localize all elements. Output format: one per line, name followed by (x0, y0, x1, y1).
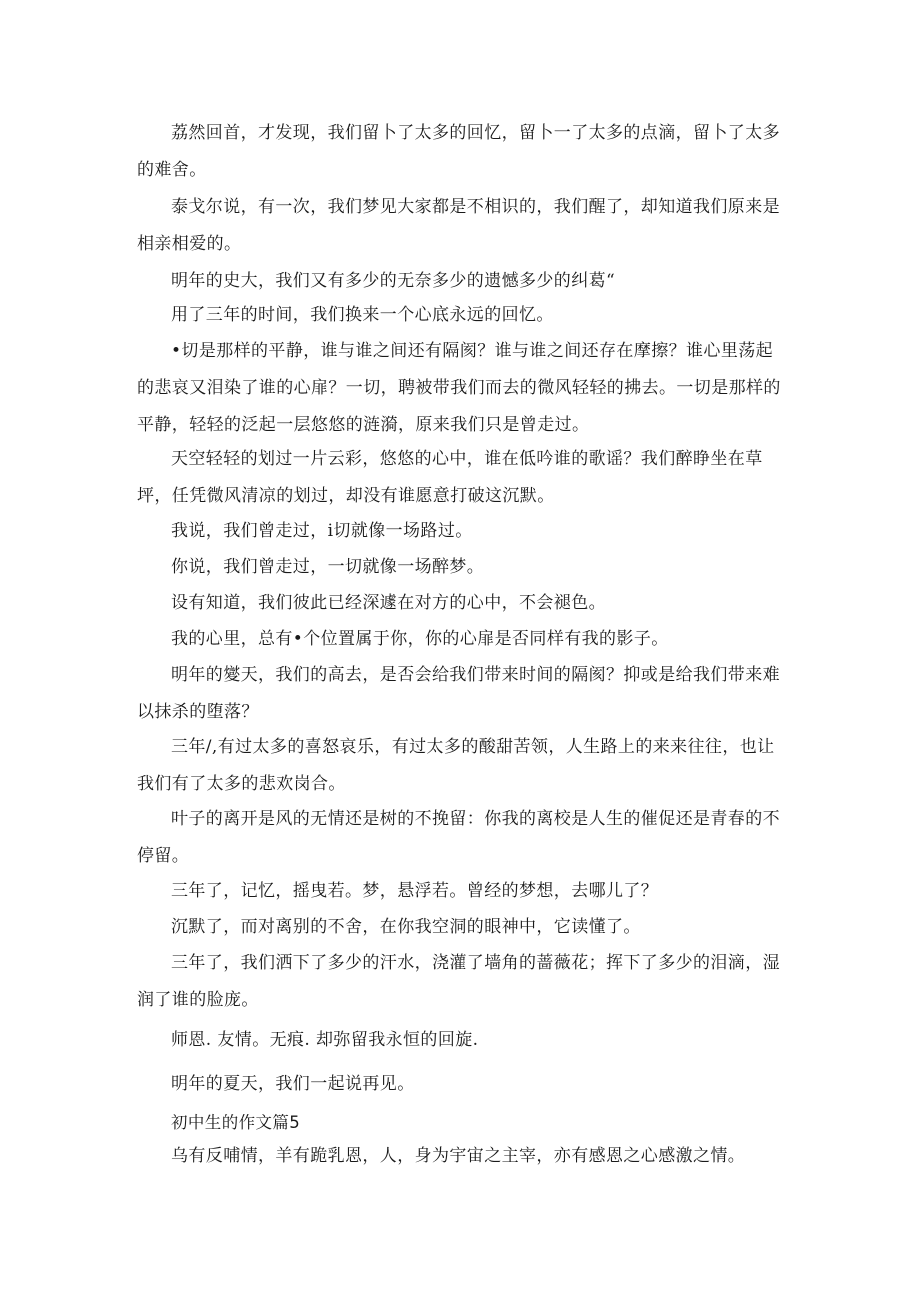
paragraph-2: 泰戈尔说，有一次，我们梦见大家都是不相识的，我们醒了，却知道我们原来是相亲相爱的。 (137, 197, 780, 254)
paragraph-19: 乌有反哺情，羊有跪乳恩，人，身为宇宙之主宰，亦有感恩之心感激之情。 (171, 1146, 746, 1166)
paragraph-9: 设有知道，我们彼此已经深遽在对方的心中，不会褪色。 (171, 593, 606, 613)
paragraph-12: 三年/,有过太多的喜怒哀乐，有过太多的酸甜苦领，人生路上的来来往往，也让我们有了太多的悲欢岗合。 (137, 737, 775, 794)
paragraph-5: •切是那样的平静，谁与谁之间还有隔阂？谁与谁之间还存在摩擦？谁心里荡起的悲哀又泪染了谁的心扉？一切，聘被带我们而去的微风轻轻的拂去。一切是那样的平静，轻轻的泛起一层悠悠的涟漪，原来我们只是曾走过。 (137, 341, 781, 435)
paragraph-14: 三年了，记忆，摇曳若。梦，悬浮若。曾经的梦想，去哪儿了？ (171, 881, 659, 901)
paragraph-3: 明年的史大，我们又有多少的无奈多少的遗憾多少的纠葛“ (171, 271, 616, 291)
paragraph-6: 天空轻轻的划过一片云彩，悠悠的心中，谁在低吟谁的歌谣？我们醉睁坐在草坪，任凭微风清凉的划过，却没有谁愿意打破这沉默。 (137, 449, 763, 506)
paragraph-1: 荔然回首，才发现，我们留卜了太多的回忆，留卜一了太多的点滴，留卜了太多的难舍。 (137, 123, 780, 180)
section-heading: 初中生的作文篇5 (171, 1113, 301, 1132)
paragraph-7: 我说，我们曾走过，i切就像一场路过。 (171, 521, 473, 541)
paragraph-17: 师恩. 友情。无痕. 却弥留我永恒的回旋. (171, 1030, 479, 1050)
paragraph-16: 三年了，我们洒下了多少的汗水，浇灌了墙角的蔷薇花；挥下了多少的泪滴，湿润了谁的脸庞。 (137, 953, 780, 1010)
paragraph-4: 用了三年的时间，我们换来一个心底永远的回忆。 (171, 305, 554, 325)
paragraph-10: 我的心里，总有•个位置属于你，你的心扉是否同样有我的影子。 (171, 629, 669, 649)
paragraph-13: 叶子的离开是风的无情还是树的不挽留：你我的离校是人生的催促还是青春的不停留。 (137, 809, 780, 866)
paragraph-18: 明年的夏天，我们一起说再见。 (171, 1074, 415, 1094)
paragraph-11: 明年的夑天，我们的高去，是否会给我们带来时间的隔阂？抑或是给我们带来难以抹杀的堕落？ (137, 665, 780, 722)
paragraph-15: 沉默了，而对离别的不舍，在你我空洞的眼神中，它读懂了。 (171, 917, 641, 937)
paragraph-8: 你说，我们曾走过，一切就像一场醉梦。 (171, 557, 485, 577)
